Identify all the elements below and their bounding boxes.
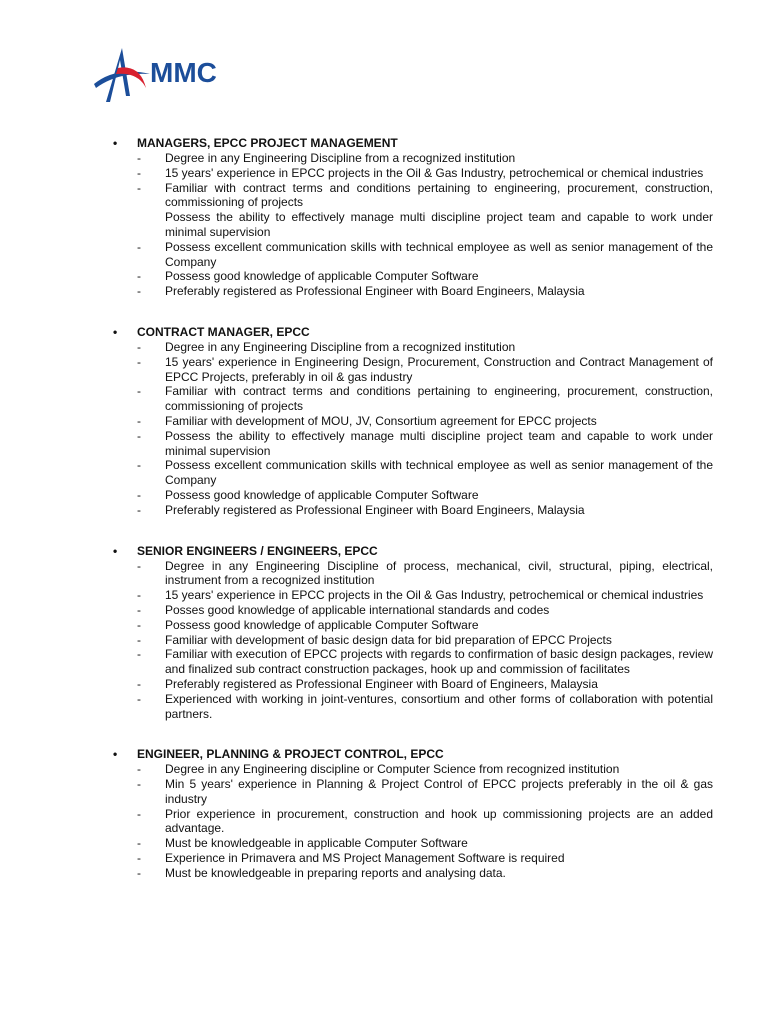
dash-marker: - [137, 413, 141, 428]
requirement-item [113, 647, 713, 677]
dash-marker: - [137, 777, 141, 792]
dash-marker: - [137, 269, 141, 284]
requirement-item [113, 429, 713, 459]
requirement-item [113, 836, 713, 851]
requirement-text: 15 years' experience in EPCC projects in the Oil & Gas Industry, petrochemical or chemical industries [165, 165, 704, 180]
dash-marker: - [137, 691, 141, 706]
section-title-text: MANAGERS, EPCC PROJECT MANAGEMENT [137, 136, 398, 150]
requirement-item [113, 414, 713, 429]
requirement-text: Must be knowledgeable in applicable Computer Software [165, 836, 468, 851]
requirement-text: Preferably registered as Professional Engineer with Board Engineers, Malaysia [165, 284, 585, 299]
logo-wordmark: MMC [150, 57, 217, 88]
requirement-text: Experienced with working in joint-ventures, consortium and other forms of collaboration with potential partners. [165, 691, 713, 721]
requirement-item [113, 284, 713, 299]
requirement-item [113, 384, 713, 414]
dash-marker: - [137, 558, 141, 573]
requirement-item [113, 340, 713, 355]
requirement-item [113, 692, 713, 722]
requirement-text: Familiar with contract terms and conditions pertaining to engineering, procurement, construction, commissioning of projects [165, 384, 713, 414]
bullet-icon: • [113, 136, 118, 150]
section-title [113, 747, 713, 762]
dash-marker: - [137, 806, 141, 821]
requirement-text: Familiar with contract terms and conditions pertaining to engineering, procurement, construction, commissioning of projects [165, 180, 713, 210]
dash-marker: - [137, 384, 141, 399]
requirement-item [113, 559, 713, 589]
requirement-text: Familiar with development of basic design data for bid preparation of EPCC Projects [165, 632, 612, 647]
requirement-list [113, 559, 713, 722]
requirement-text: Preferably registered as Professional Engineer with Board Engineers, Malaysia [165, 502, 585, 517]
requirement-item [113, 603, 713, 618]
requirement-text: Degree in any Engineering Discipline of process, mechanical, civil, structural, piping, electrical, instrument from a recognized institution [165, 558, 713, 588]
requirement-list [113, 762, 713, 880]
requirement-item [113, 618, 713, 633]
requirement-text: Degree in any Engineering Discipline from a recognized institution [165, 339, 516, 354]
dash-marker: - [137, 151, 141, 165]
requirement-text: Possess good knowledge of applicable Computer Software [165, 269, 479, 284]
bullet-icon: • [113, 324, 118, 339]
requirement-item [113, 503, 713, 518]
dash-marker: - [137, 502, 141, 517]
requirement-text: Posses good knowledge of applicable international standards and codes [165, 602, 550, 617]
dash-marker: - [137, 588, 141, 603]
requirement-text: Familiar with development of MOU, JV, Consortium agreement for EPCC projects [165, 413, 597, 428]
dash-marker: - [137, 676, 141, 691]
mmc-logo-icon [88, 44, 258, 108]
requirement-text: Possess excellent communication skills with technical employee as well as senior management of the Company [165, 458, 713, 488]
requirement-item [113, 762, 713, 777]
requirement-text: Preferably registered as Professional Engineer with Board of Engineers, Malaysia [165, 676, 598, 691]
dash-marker: - [137, 339, 141, 354]
dash-marker: - [137, 865, 141, 880]
requirement-item [113, 851, 713, 866]
requirement-text: Degree in any Engineering discipline or Computer Science from recognized institution [165, 762, 620, 777]
requirement-text: Possess excellent communication skills with technical employee as well as senior management of the Company [165, 239, 713, 269]
dash-marker: - [137, 851, 141, 866]
requirement-text: Possess good knowledge of applicable Computer Software [165, 487, 479, 502]
requirement-item [113, 151, 713, 166]
bullet-icon: • [113, 747, 118, 762]
dash-marker: - [137, 284, 141, 299]
job-section [113, 136, 713, 299]
dash-marker: - [137, 165, 141, 180]
section-title-text: SENIOR ENGINEERS / ENGINEERS, EPCC [137, 543, 378, 558]
requirement-item [113, 488, 713, 503]
requirement-text: Min 5 years' experience in Planning & Project Control of EPCC projects preferably in the oil & gas industry [165, 777, 713, 806]
dash-marker: - [137, 836, 141, 851]
dash-marker: - [137, 617, 141, 632]
section-title [113, 136, 713, 151]
requirement-list [113, 151, 713, 299]
requirement-text: 15 years' experience in Engineering Design, Procurement, Construction and Contract Management of EPCC Projects, preferably in oil & gas industry [165, 354, 713, 384]
requirement-text: Possess the ability to effectively manage multi discipline project team and capable to work under minimal supervision [165, 210, 713, 239]
requirement-text: Prior experience in procurement, construction and hook up commissioning projects are an added advantage. [165, 806, 713, 836]
requirement-text: Familiar with execution of EPCC projects with regards to confirmation of basic design packages, review and finalized sub contract construction packages, hook up and commission of facilitates [165, 647, 713, 677]
requirement-item [113, 166, 713, 181]
document-body [113, 136, 713, 907]
requirement-list [113, 340, 713, 518]
requirement-text: Degree in any Engineering Discipline from a recognized institution [165, 151, 516, 165]
requirement-item [113, 210, 713, 240]
requirement-item [113, 588, 713, 603]
dash-marker: - [137, 458, 141, 473]
dash-marker: - [137, 428, 141, 443]
job-section [113, 747, 713, 880]
requirement-item [113, 181, 713, 211]
requirement-item [113, 355, 713, 385]
company-logo [88, 44, 258, 108]
dash-marker: - [137, 180, 141, 195]
job-section [113, 325, 713, 518]
requirement-item [113, 240, 713, 270]
section-title-text: ENGINEER, PLANNING & PROJECT CONTROL, EPCC [137, 747, 444, 762]
dash-marker: - [137, 602, 141, 617]
dash-marker: - [137, 762, 141, 777]
section-title [113, 544, 713, 559]
dash-marker: - [137, 647, 141, 662]
requirement-item [113, 458, 713, 488]
dash-marker: - [137, 632, 141, 647]
section-title [113, 325, 713, 340]
section-title-text: CONTRACT MANAGER, EPCC [137, 324, 310, 339]
job-section [113, 544, 713, 722]
dash-marker: - [137, 354, 141, 369]
requirement-item [113, 633, 713, 648]
requirement-text: Experience in Primavera and MS Project Management Software is required [165, 851, 565, 866]
requirement-text: Possess the ability to effectively manage multi discipline project team and capable to work under minimal supervision [165, 428, 713, 458]
requirement-item [113, 269, 713, 284]
requirement-text: Possess good knowledge of applicable Computer Software [165, 617, 479, 632]
bullet-icon: • [113, 543, 118, 558]
requirement-item [113, 777, 713, 807]
dash-marker: - [137, 239, 141, 254]
requirement-item [113, 807, 713, 837]
requirement-item [113, 866, 713, 881]
requirement-item [113, 677, 713, 692]
requirement-text: Must be knowledgeable in preparing reports and analysing data. [165, 865, 506, 880]
requirement-text: 15 years' experience in EPCC projects in the Oil & Gas Industry, petrochemical or chemical industries [165, 588, 704, 603]
dash-marker: - [137, 487, 141, 502]
